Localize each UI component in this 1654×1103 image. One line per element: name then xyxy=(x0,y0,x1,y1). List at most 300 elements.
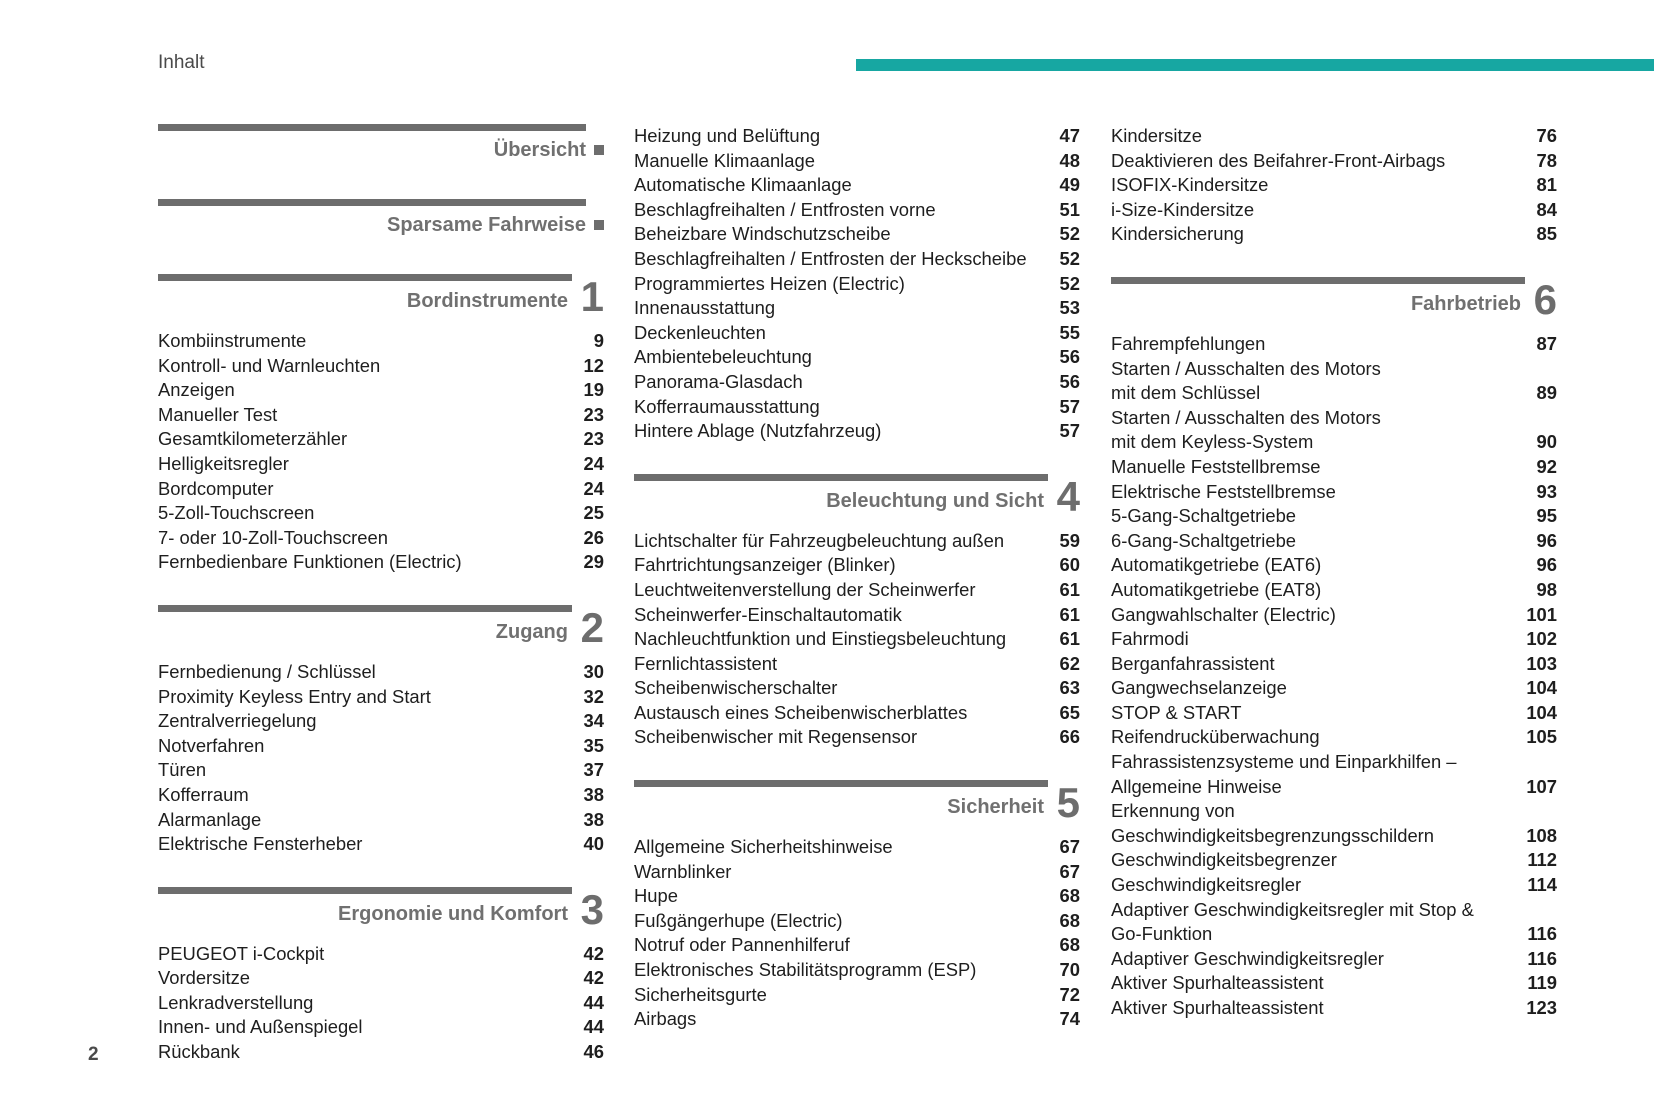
toc-entry[interactable] xyxy=(634,933,1080,958)
toc-entry-label: Gesamtkilometerzähler xyxy=(158,428,348,450)
section-title: Zugang xyxy=(495,620,568,643)
toc-entry[interactable] xyxy=(158,709,604,734)
toc-entry-label: Ambientebeleuchtung xyxy=(634,346,812,368)
toc-entry-page: 74 xyxy=(1059,1008,1080,1030)
toc-entry[interactable] xyxy=(1111,529,1557,554)
toc-entry-page: 53 xyxy=(1059,297,1080,319)
toc-entry[interactable] xyxy=(1111,676,1557,701)
toc-entry-label: 5-Gang-Schaltgetriebe xyxy=(1111,505,1297,527)
toc-entry-label: Proximity Keyless Entry and Start xyxy=(158,685,431,707)
toc-entry[interactable] xyxy=(1111,198,1557,223)
section-number: 1 xyxy=(580,273,604,320)
toc-entry-label: Aktiver Spurhalteassistent xyxy=(1111,997,1324,1018)
toc-entry[interactable] xyxy=(158,378,604,403)
section-header[interactable] xyxy=(158,124,586,179)
toc-entry-label: Geschwindigkeitsregler xyxy=(1111,874,1302,896)
toc-entry-label: Elektronisches Stabilitätsprogramm (ESP) xyxy=(634,959,977,981)
section-fahrbetrieb xyxy=(1111,277,1557,1021)
toc-entry[interactable] xyxy=(1111,357,1557,382)
toc-entry-page: 57 xyxy=(1059,420,1080,442)
toc-column-1 xyxy=(158,124,604,1065)
toc-entry-page: 44 xyxy=(583,1016,604,1038)
toc-entry[interactable] xyxy=(158,734,604,759)
toc-entry[interactable] xyxy=(1111,149,1557,174)
toc-entry-label: mit dem Keyless-System xyxy=(1111,431,1314,453)
toc-entry[interactable] xyxy=(634,124,1080,149)
toc-entry-page: 38 xyxy=(583,783,604,805)
toc-entry-label: Warnblinker xyxy=(634,860,732,882)
toc-entry[interactable] xyxy=(634,603,1080,628)
toc-entry[interactable] xyxy=(1111,173,1557,198)
toc-entry-label: Innenausstattung xyxy=(634,297,776,319)
toc-entry-page: 104 xyxy=(1526,677,1557,699)
toc-entry-label: Anzeigen xyxy=(158,379,235,401)
toc-entry[interactable] xyxy=(1111,701,1557,726)
toc-entry-page: 65 xyxy=(1059,701,1080,723)
toc-entry[interactable] xyxy=(158,808,604,833)
entry-list xyxy=(158,660,604,857)
entry-list xyxy=(158,329,604,575)
toc-entry-page: 38 xyxy=(583,808,604,830)
section-header[interactable] xyxy=(634,472,1080,529)
toc-entry-label: Airbags xyxy=(634,1008,697,1030)
toc-entry-label: Sicherheitsgurte xyxy=(634,983,767,1005)
toc-entry-label: Lenkradverstellung xyxy=(158,991,314,1013)
toc-entry[interactable] xyxy=(634,419,1080,444)
toc-entry[interactable] xyxy=(158,550,604,575)
toc-entry-page: 48 xyxy=(1059,149,1080,171)
toc-entry-page: 37 xyxy=(583,759,604,781)
toc-entry-page: 9 xyxy=(593,330,604,351)
toc-entry-page: 98 xyxy=(1536,578,1557,600)
section-uebersicht xyxy=(158,124,604,179)
toc-entry[interactable] xyxy=(158,1015,604,1040)
toc-entry-label: Leuchtweitenverstellung der Scheinwerfer xyxy=(634,578,976,600)
toc-entry[interactable] xyxy=(1111,824,1557,849)
section-number: 3 xyxy=(580,885,604,933)
toc-entry[interactable] xyxy=(1111,898,1557,923)
toc-entry[interactable] xyxy=(634,701,1080,726)
toc-entry-label: STOP & START xyxy=(1111,701,1242,723)
toc-entry[interactable] xyxy=(634,149,1080,174)
section-title: Sicherheit xyxy=(947,796,1044,819)
toc-entry-page: 104 xyxy=(1526,701,1557,723)
toc-entry-page: 60 xyxy=(1059,554,1080,576)
toc-entry[interactable] xyxy=(1111,652,1557,677)
toc-entry-page: 61 xyxy=(1059,603,1080,625)
toc-entry-label: Deaktivieren des Beifahrer-Front-Airbags xyxy=(1111,149,1446,171)
toc-entry-label: Fußgängerhupe (Electric) xyxy=(634,909,843,931)
toc-entry[interactable] xyxy=(634,173,1080,198)
toc-entry[interactable] xyxy=(158,991,604,1016)
toc-entry-label: Bordcomputer xyxy=(158,477,274,499)
toc-entry-page: 51 xyxy=(1059,198,1080,220)
toc-entry[interactable] xyxy=(158,942,604,967)
toc-entry[interactable] xyxy=(1111,799,1557,824)
toc-entry[interactable] xyxy=(158,783,604,808)
toc-entry-label: PEUGEOT i-Cockpit xyxy=(158,942,325,964)
toc-entry[interactable] xyxy=(1111,947,1557,972)
toc-entry-label: Starten / Ausschalten des Motors xyxy=(1111,406,1381,428)
toc-entry-label: Gangwechselanzeige xyxy=(1111,677,1287,699)
page-header-title: Inhalt xyxy=(158,52,205,73)
entry-list xyxy=(1111,332,1557,1021)
toc-entry-page: 29 xyxy=(583,551,604,573)
toc-entry-page: 101 xyxy=(1526,603,1557,625)
toc-entry-page: 67 xyxy=(1059,860,1080,882)
toc-entry-page: 67 xyxy=(1059,836,1080,858)
toc-entry-page: 92 xyxy=(1536,455,1557,477)
toc-column-2 xyxy=(634,124,1080,1032)
toc-entry-label: 6-Gang-Schaltgetriebe xyxy=(1111,529,1297,551)
toc-entry-page: 119 xyxy=(1527,972,1557,994)
toc-entry-page: 68 xyxy=(1059,934,1080,956)
toc-entry-label: Manuelle Klimaanlage xyxy=(634,149,815,171)
toc-entry[interactable] xyxy=(1111,996,1557,1021)
toc-entry-label: Heizung und Belüftung xyxy=(634,125,821,146)
toc-entry-page: 32 xyxy=(583,685,604,707)
toc-entry-label: Zentralverriegelung xyxy=(158,710,317,732)
toc-entry[interactable] xyxy=(634,627,1080,652)
toc-entry-page: 42 xyxy=(583,942,604,964)
toc-entry[interactable] xyxy=(634,370,1080,395)
toc-entry-page: 93 xyxy=(1536,480,1557,502)
toc-entry-page: 35 xyxy=(583,734,604,756)
section-title: Sparsame Fahrweise xyxy=(387,214,586,236)
toc-entry[interactable] xyxy=(158,832,604,857)
toc-entry-label: Automatikgetriebe (EAT8) xyxy=(1111,578,1322,600)
toc-entry-label: Austausch eines Scheibenwischerblattes xyxy=(634,701,968,723)
toc-entry-page: 52 xyxy=(1059,223,1080,245)
toc-entry-page: 116 xyxy=(1527,923,1557,945)
toc-entry-page: 55 xyxy=(1059,321,1080,343)
toc-entry-label: Scheinwerfer-Einschaltautomatik xyxy=(634,603,902,625)
toc-entry-label: Fahrmodi xyxy=(1111,628,1189,650)
toc-entry[interactable] xyxy=(634,835,1080,860)
toc-entry-page: 44 xyxy=(583,991,604,1013)
page-number: 2 xyxy=(88,1044,99,1065)
toc-entry-label: Notverfahren xyxy=(158,734,265,756)
toc-entry[interactable] xyxy=(158,685,604,710)
toc-entry[interactable] xyxy=(634,676,1080,701)
toc-entry-page: 61 xyxy=(1059,628,1080,650)
section-number: 2 xyxy=(580,603,604,651)
toc-entry-label: Türen xyxy=(158,759,207,781)
toc-entry-label: ISOFIX-Kindersitze xyxy=(1111,174,1269,196)
toc-entry-page: 112 xyxy=(1527,849,1557,871)
toc-entry-page: 56 xyxy=(1059,370,1080,392)
toc-entry-page: 46 xyxy=(583,1041,604,1063)
section-ergonomie-continued xyxy=(634,124,1080,444)
toc-entry[interactable] xyxy=(158,660,604,685)
toc-entry-label: Fernbedienbare Funktionen (Electric) xyxy=(158,551,462,573)
section-title: Fahrbetrieb xyxy=(1410,292,1521,315)
toc-entry[interactable] xyxy=(158,354,604,379)
toc-entry-page: 81 xyxy=(1536,174,1557,196)
section-header[interactable] xyxy=(634,779,1080,835)
toc-entry[interactable] xyxy=(1111,578,1557,603)
toc-entry-label: Automatische Klimaanlage xyxy=(634,174,852,196)
toc-entry[interactable] xyxy=(158,501,604,526)
toc-entry-label: Nachleuchtfunktion und Einstiegsbeleuchtung xyxy=(634,628,1007,650)
toc-entry[interactable] xyxy=(158,526,604,551)
toc-entry[interactable] xyxy=(1111,381,1557,406)
toc-entry[interactable] xyxy=(1111,971,1557,996)
section-header[interactable] xyxy=(158,603,604,660)
toc-entry-label: Rückbank xyxy=(158,1041,240,1063)
toc-entry[interactable] xyxy=(1111,922,1557,947)
toc-entry-page: 24 xyxy=(583,477,604,499)
toc-entry-page: 24 xyxy=(583,452,604,474)
toc-entry-page: 25 xyxy=(583,502,604,524)
toc-entry-label: Kofferraumausstattung xyxy=(634,395,820,417)
toc-entry-page: 30 xyxy=(583,660,604,682)
toc-entry-label: Adaptiver Geschwindigkeitsregler xyxy=(1111,947,1384,969)
toc-entry-label: Hupe xyxy=(634,885,678,907)
toc-entry-label: Scheibenwischer mit Regensensor xyxy=(634,726,918,748)
toc-entry-label: Notruf oder Pannenhilferuf xyxy=(634,934,850,956)
toc-entry[interactable] xyxy=(634,321,1080,346)
entry-list xyxy=(634,835,1080,1032)
toc-entry-label: Berganfahrassistent xyxy=(1111,652,1275,674)
toc-entry-label: Allgemeine Sicherheitshinweise xyxy=(634,836,893,858)
toc-entry-page: 78 xyxy=(1536,149,1557,171)
toc-entry[interactable] xyxy=(1111,504,1557,529)
toc-entry-label: Scheibenwischerschalter xyxy=(634,677,838,699)
section-beleuchtung xyxy=(634,474,1080,750)
toc-entry[interactable] xyxy=(634,983,1080,1008)
toc-entry-page: 95 xyxy=(1536,505,1557,527)
toc-entry-label: Helligkeitsregler xyxy=(158,452,289,474)
toc-entry-page: 68 xyxy=(1059,885,1080,907)
toc-entry-page: 123 xyxy=(1526,997,1557,1018)
toc-entry[interactable] xyxy=(634,1007,1080,1032)
section-title: Übersicht xyxy=(493,139,586,161)
toc-entry-label: Adaptiver Geschwindigkeitsregler mit Stop & xyxy=(1111,898,1474,920)
toc-entry[interactable] xyxy=(158,403,604,428)
toc-entry-label: 7- oder 10-Zoll-Touchscreen xyxy=(158,526,388,548)
toc-entry[interactable] xyxy=(634,725,1080,750)
toc-entry-label: Beheizbare Windschutzscheibe xyxy=(634,223,891,245)
toc-entry-page: 116 xyxy=(1527,947,1557,969)
toc-entry-label: Fahrassistenzsysteme und Einparkhilfen – xyxy=(1111,751,1457,773)
toc-entry[interactable] xyxy=(1111,332,1557,357)
toc-entry-label: Go-Funktion xyxy=(1111,923,1213,945)
toc-entry-label: Panorama-Glasdach xyxy=(634,370,803,392)
toc-entry-label: Kindersitze xyxy=(1111,125,1202,146)
toc-entry[interactable] xyxy=(1111,873,1557,898)
toc-entry[interactable] xyxy=(1111,480,1557,505)
toc-entry-page: 62 xyxy=(1059,652,1080,674)
toc-entry-page: 42 xyxy=(583,967,604,989)
toc-entry-page: 61 xyxy=(1059,578,1080,600)
toc-entry-page: 19 xyxy=(583,379,604,401)
section-title: Beleuchtung und Sicht xyxy=(826,489,1044,512)
section-number: 4 xyxy=(1056,472,1080,520)
toc-entry-page: 87 xyxy=(1536,332,1557,354)
toc-entry-label: Allgemeine Hinweise xyxy=(1111,775,1282,797)
section-sicherheit-continued xyxy=(1111,124,1557,247)
toc-entry-page: 114 xyxy=(1527,874,1557,896)
square-marker-icon xyxy=(594,220,604,230)
entry-list xyxy=(1111,124,1557,247)
toc-entry-page: 90 xyxy=(1536,431,1557,453)
toc-entry-page: 52 xyxy=(1059,247,1080,269)
section-sparsame xyxy=(158,199,604,254)
square-marker-icon xyxy=(594,145,604,155)
toc-entry-label: Beschlagfreihalten / Entfrosten der Heckscheibe xyxy=(634,247,1027,269)
toc-entry-label: Starten / Ausschalten des Motors xyxy=(1111,357,1381,379)
toc-entry-label: Aktiver Spurhalteassistent xyxy=(1111,972,1324,994)
toc-entry-label: Automatikgetriebe (EAT6) xyxy=(1111,554,1322,576)
toc-entry[interactable] xyxy=(634,909,1080,934)
toc-entry-page: 105 xyxy=(1526,726,1557,748)
toc-entry-label: Erkennung von xyxy=(1111,800,1235,822)
toc-entry[interactable] xyxy=(1111,430,1557,455)
toc-entry[interactable] xyxy=(1111,406,1557,431)
toc-entry-page: 72 xyxy=(1059,983,1080,1005)
header-accent-bar xyxy=(856,59,1654,71)
toc-entry-label: Vordersitze xyxy=(158,967,250,989)
toc-entry[interactable] xyxy=(634,652,1080,677)
toc-entry-label: Kontroll- und Warnleuchten xyxy=(158,354,381,376)
toc-entry-page: 103 xyxy=(1526,652,1557,674)
toc-entry-page: 57 xyxy=(1059,395,1080,417)
toc-entry-page: 76 xyxy=(1536,125,1557,146)
toc-entry-label: Alarmanlage xyxy=(158,808,262,830)
toc-entry[interactable] xyxy=(634,247,1080,272)
toc-entry-label: Innen- und Außenspiegel xyxy=(158,1016,363,1038)
toc-entry-page: 96 xyxy=(1536,554,1557,576)
toc-entry-page: 84 xyxy=(1536,198,1557,220)
toc-entry[interactable] xyxy=(1111,603,1557,628)
toc-entry-label: Lichtschalter für Fahrzeugbeleuchtung außen xyxy=(634,529,1005,551)
toc-entry-label: Fernlichtassistent xyxy=(634,652,778,674)
toc-entry[interactable] xyxy=(1111,455,1557,480)
toc-entry[interactable] xyxy=(158,329,604,354)
toc-entry[interactable] xyxy=(634,296,1080,321)
toc-entry-page: 59 xyxy=(1059,529,1080,551)
toc-entry-label: Fahrempfehlungen xyxy=(1111,332,1266,354)
toc-entry-page: 85 xyxy=(1536,223,1557,245)
entry-list xyxy=(634,124,1080,444)
toc-entry[interactable] xyxy=(158,1040,604,1065)
toc-entry[interactable] xyxy=(1111,124,1557,149)
toc-entry-label: Kindersicherung xyxy=(1111,223,1244,245)
toc-entry[interactable] xyxy=(634,272,1080,297)
toc-entry-label: Fahrtrichtungsanzeiger (Blinker) xyxy=(634,554,896,576)
toc-entry-page: 63 xyxy=(1059,677,1080,699)
toc-entry-label: Programmiertes Heizen (Electric) xyxy=(634,272,905,294)
section-number: 6 xyxy=(1533,275,1557,323)
toc-entry-page: 56 xyxy=(1059,346,1080,368)
toc-entry[interactable] xyxy=(634,553,1080,578)
section-header[interactable] xyxy=(158,885,604,942)
toc-entry[interactable] xyxy=(634,198,1080,223)
toc-entry[interactable] xyxy=(1111,848,1557,873)
toc-entry[interactable] xyxy=(634,860,1080,885)
toc-entry[interactable] xyxy=(1111,725,1557,750)
section-sicherheit xyxy=(634,780,1080,1032)
toc-entry-label: Deckenleuchten xyxy=(634,321,766,343)
toc-entry-label: Geschwindigkeitsbegrenzer xyxy=(1111,849,1337,871)
toc-entry-label: Fernbedienung / Schlüssel xyxy=(158,660,376,682)
toc-entry[interactable] xyxy=(634,958,1080,983)
toc-entry-page: 23 xyxy=(583,428,604,450)
toc-entry[interactable] xyxy=(158,758,604,783)
toc-entry-page: 23 xyxy=(583,403,604,425)
toc-entry-page: 12 xyxy=(583,354,604,376)
toc-entry-label: Beschlagfreihalten / Entfrosten vorne xyxy=(634,198,936,220)
section-ergonomie xyxy=(158,887,604,1065)
toc-entry-page: 96 xyxy=(1536,529,1557,551)
toc-entry-page: 66 xyxy=(1059,726,1080,748)
section-header[interactable] xyxy=(1111,275,1557,332)
toc-entry-page: 108 xyxy=(1526,824,1557,846)
toc-entry-page: 52 xyxy=(1059,272,1080,294)
toc-column-3 xyxy=(1111,124,1557,1021)
toc-entry[interactable] xyxy=(634,345,1080,370)
toc-entry[interactable] xyxy=(634,578,1080,603)
toc-entry[interactable] xyxy=(634,529,1080,554)
toc-entry-label: Geschwindigkeitsbegrenzungsschildern xyxy=(1111,824,1435,846)
toc-entry-label: Kombiinstrumente xyxy=(158,330,307,351)
toc-entry-label: Reifendrucküberwachung xyxy=(1111,726,1320,748)
toc-entry[interactable] xyxy=(634,222,1080,247)
toc-entry-label: Gangwahlschalter (Electric) xyxy=(1111,603,1336,625)
toc-entry[interactable] xyxy=(158,427,604,452)
toc-entry-label: Elektrische Fensterheber xyxy=(158,833,363,855)
toc-entry-page: 102 xyxy=(1526,628,1557,650)
section-title: Ergonomie und Komfort xyxy=(338,902,568,925)
toc-entry-label: mit dem Schlüssel xyxy=(1111,382,1261,404)
section-bordinstrumente xyxy=(158,274,604,575)
toc-entry-label: Manueller Test xyxy=(158,403,278,425)
section-header[interactable] xyxy=(158,273,604,329)
toc-entry-page: 89 xyxy=(1536,382,1557,404)
toc-entry-label: Hintere Ablage (Nutzfahrzeug) xyxy=(634,420,882,442)
toc-entry-page: 26 xyxy=(583,526,604,548)
entry-list xyxy=(158,942,604,1065)
toc-entry-label: Kofferraum xyxy=(158,783,249,805)
section-number: 5 xyxy=(1056,779,1080,827)
entry-list xyxy=(634,529,1080,750)
toc-entry[interactable] xyxy=(1111,553,1557,578)
toc-entry[interactable] xyxy=(634,395,1080,420)
toc-entry-page: 34 xyxy=(583,710,604,732)
toc-entry[interactable] xyxy=(158,452,604,477)
section-zugang xyxy=(158,605,604,857)
toc-entry-page: 68 xyxy=(1059,909,1080,931)
toc-entry[interactable] xyxy=(1111,750,1557,775)
toc-entry[interactable] xyxy=(1111,627,1557,652)
toc-entry[interactable] xyxy=(158,477,604,502)
toc-entry-label: Elektrische Feststellbremse xyxy=(1111,480,1336,502)
toc-entry-page: 47 xyxy=(1059,125,1080,146)
toc-entry-label: i-Size-Kindersitze xyxy=(1111,198,1255,220)
toc-entry[interactable] xyxy=(158,966,604,991)
toc-entry-page: 49 xyxy=(1059,174,1080,196)
section-header[interactable] xyxy=(158,199,586,254)
toc-entry[interactable] xyxy=(1111,222,1557,247)
toc-entry-label: Manuelle Feststellbremse xyxy=(1111,455,1321,477)
section-title: Bordinstrumente xyxy=(406,290,568,312)
toc-entry-page: 70 xyxy=(1059,959,1080,981)
toc-entry[interactable] xyxy=(634,884,1080,909)
toc-entry-label: 5-Zoll-Touchscreen xyxy=(158,502,315,524)
toc-entry[interactable] xyxy=(1111,775,1557,800)
toc-entry-page: 40 xyxy=(583,833,604,855)
